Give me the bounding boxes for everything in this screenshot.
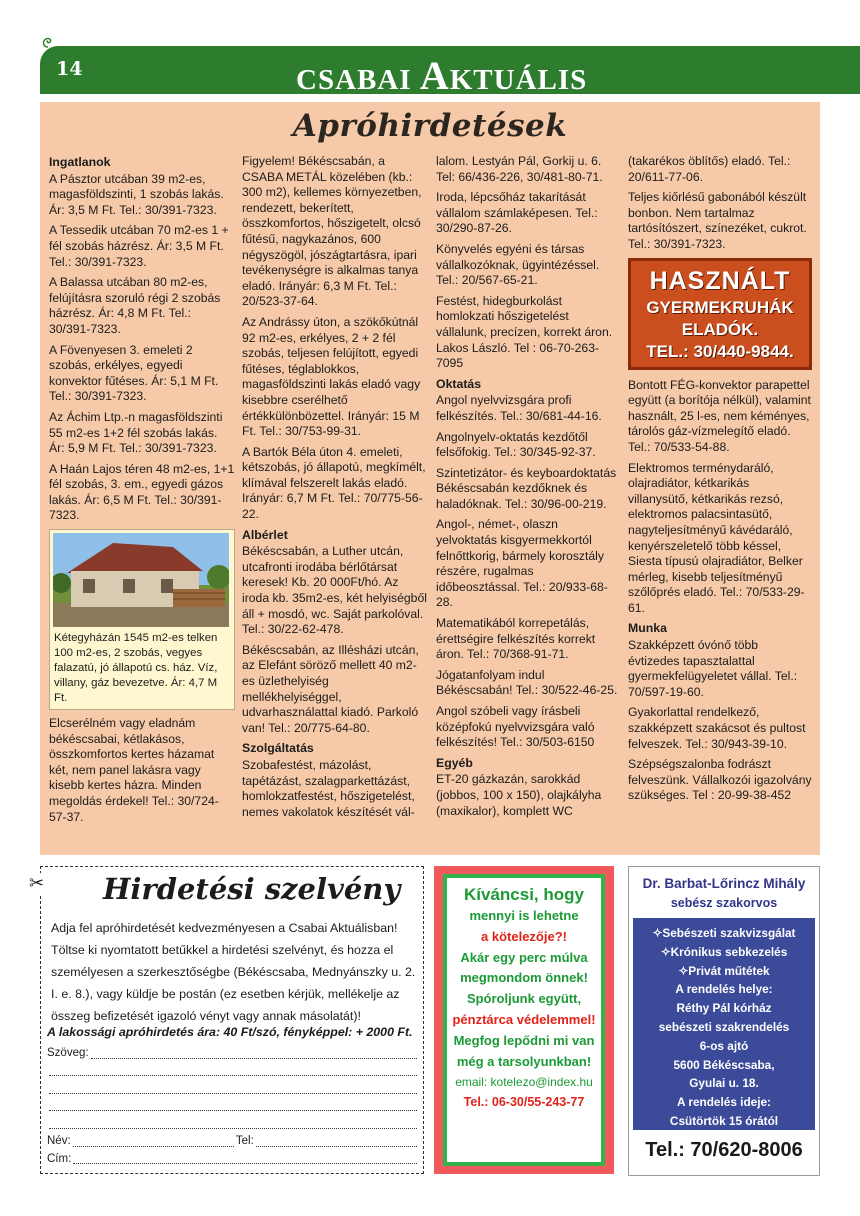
text-field-dots: [49, 1093, 417, 1094]
section-title-ingatlanok: Ingatlanok: [49, 155, 111, 169]
surgeon-ad: [628, 866, 820, 1176]
text-field-label: Szöveg:: [47, 1047, 89, 1059]
service-item: ✧Privát műtétek: [678, 963, 770, 978]
service-item: ✧Krónikus sebkezelés: [660, 944, 788, 959]
address-field-line[interactable]: [47, 1151, 419, 1169]
ad-item: Matematikából korrepetálás, érettségire felkészítés korrekt áron. Tel.: 70/368-91-71.: [436, 616, 596, 662]
insurance-ad: [434, 866, 614, 1174]
text-field-dots: [49, 1110, 417, 1111]
ad-item: ET-20 gázkazán, sarokkád (jobbos, 100 x 150), olajkályha (maxikalor), komplett WC: [436, 772, 602, 818]
ad-item: Békéscsabán, az Illésházi utcán, az Elefánt söröző mellett 40 m2-es üzlethelyiség mellékhelyiséggel, udvarhasználattal kiadó. Parkoló van! Tel.: 20/775-64-80.: [242, 642, 419, 735]
ad-item: (takarékos öblítős) eladó. Tel.: 20/611-77-06.: [628, 154, 791, 184]
text-field-line[interactable]: [47, 1045, 419, 1063]
masthead-part-3: KTUÁLIS: [449, 64, 588, 96]
insurance-line: Megfog lepődni mi van: [453, 1032, 595, 1048]
time-value: Csütörtök 15 órától: [669, 1113, 779, 1128]
ad-item: Elcserélném vagy eladnám békéscsabai, kétlakásos, összkomfortos kertes házamat két, nem panel lakásra vagy kisebb kertes házra. Minden megoldás érdekel! Tel.: 30/724-57-37.: [49, 716, 219, 824]
insurance-email: email: kotelezo@index.hu: [455, 1075, 593, 1090]
service-item: ✧Sebészeti szakvizsgálat: [652, 926, 796, 940]
used-childrens-clothes-ad: [628, 258, 812, 370]
text-field-dots: [91, 1058, 417, 1059]
insurance-line: a kötelezője?!: [481, 928, 567, 944]
ad-item: Az Áchim Ltp.-n magasföldszinti 55 m2-es 1+2 fél szobás lakás. Ár: 5,9 M Ft. Tel.: 30/391-7323.: [49, 409, 223, 456]
ad-item: Az Andrássy úton, a szökőkútnál 92 m2-es, erkélyes, 2 + 2 fél szobás, teljesen felújított, egyedi fűtéses, téglablokkos, magasföldszinti lakás eladó vagy kisebbre cserélhető értékkülönbözettel. Irányár: 15 M Ft. Tel.: 30/753-99-31.: [242, 314, 421, 439]
ad-item: A Fövenyesen 3. emeleti 2 szobás, erkélyes, egyedi konvektor fűtéses. Ár: 5,1 M Ft. Tel.: 30/391-7323.: [49, 342, 219, 404]
masthead-part-2: A: [419, 53, 450, 98]
text-field-dots: [49, 1128, 417, 1129]
ad-item: Figyelem! Békéscsabán, a CSABA METÁL közelében (kb.: 300 m2), kellemes környezetben, rendezett, bekerített, összkomfortos, hőszigetelt, olcsó fűtésű, nagykazános, 600 négyszögöl, jószágtartásra, ipari tevékenységre is alkalmas tanya eladó. Irányár: 6,3 M Ft. Tel.: 20/523-37-64.: [242, 154, 422, 309]
ad-item: Békéscsabán, a Luther utcán, utcafronti irodába bérlőtársat keresek! Kb. 20 000Ft/hó. Az iroda kb. 35m2-es, két helyiségből áll + mosdó, wc. Saját parkolóval. Tel.: 30/22-62-478.: [242, 544, 427, 637]
section-title-alberlet: Albérlet: [242, 527, 288, 542]
doctor-phone: Tel.: 70/620-8006: [645, 1139, 803, 1161]
insurance-line: még a tarsolyunkban!: [456, 1053, 592, 1069]
insurance-line: pénztárca védelemmel!: [452, 1011, 596, 1027]
coupon-price-note: A lakossági apróhirdetés ára: 40 Ft/szó, fényképpel: + 2000 Ft.: [47, 1025, 413, 1039]
text-field-line[interactable]: [47, 1080, 419, 1098]
doctor-info-box: [633, 918, 815, 1130]
used-ad-phone: TEL.: 30/440-9844.: [646, 341, 794, 361]
page-number: 14: [56, 58, 83, 80]
ad-item: Jógatanfolyam indul Békéscsabán! Tel.: 30/522-46-25.: [436, 667, 618, 698]
text-field-dots: [49, 1075, 417, 1076]
used-ad-line-3: ELADÓK.: [681, 319, 759, 339]
text-field-line[interactable]: [47, 1115, 419, 1133]
text-field-line[interactable]: [47, 1098, 419, 1116]
insurance-line: Akár egy perc múlva: [460, 949, 588, 965]
ad-item: A Pásztor utcában 39 m2-es, magasföldszinti, 1 szobás lakás. Ár: 3,5 M Ft. Tel.: 30/391-7323.: [49, 171, 224, 217]
ad-item: Angol nyelvvizsgára profi felkészítés. Tel.: 30/681-44-16.: [436, 393, 602, 423]
ad-item: Angol szóbeli vagy írásbeli középfokú nyelvvizsgára való felkészítés! Tel.: 30/503-6150: [436, 704, 595, 750]
ad-item: Szakképzett óvónő több évtizedes tapasztalattal gyermekfelügyeletet vállal. Tel.: 70/597-19-60.: [628, 638, 798, 699]
section-title-egyeb: Egyéb: [436, 755, 473, 770]
section-title-munka: Munka: [628, 621, 667, 636]
ad-item: Szépségszalonba fodrászt felveszünk. Vállalkozói igazolvány szükséges. Tel : 20-99-38-452: [628, 757, 812, 803]
name-field-label: Név:: [47, 1134, 71, 1147]
ads-column-1: [49, 154, 235, 830]
classified-ads-panel: [40, 102, 820, 855]
ad-item: Elektromos terménydaráló, olajradiátor, kétkarikás villanysütő, kétkarikás rezsó, elektromos palacsintasütő, nagyteljesítményű kávédaráló, kenyérszeletelő több késsel, Siesta típusú olajradiátor, Belker mérleg, kisebb teljesítményű szőlőprés eladó. Tel.: 70/533-29-61.: [628, 460, 805, 615]
place-title: A rendelés helye:: [675, 982, 773, 997]
ad-item: Bontott FÉG-konvektor parapettel együtt (a borítója nélkül), valamint használt, 25 l-es, nem kéményes, tárolós gáz-vízmelegítő eladó. Tel.: 70/533-54-88.: [628, 377, 811, 454]
insurance-headline: Kíváncsi, hogy: [464, 885, 584, 904]
used-ad-line-2: GYERMEKRUHÁK: [646, 297, 794, 317]
diamond-bullet-icon: ✧: [678, 963, 689, 978]
text-field-line[interactable]: [47, 1063, 419, 1081]
photo-ad-box: [49, 529, 235, 710]
ad-item: Iroda, lépcsőház takarítását vállalom számlaképesen. Tel.: 30/290-87-26.: [436, 190, 598, 236]
ad-item: Szobafestést, mázolást, tapétázást, szalagparkettázást, homlokzatfestést, hőszigetelést, nemes vakolatok készítését vál-: [242, 757, 415, 819]
photo-ad-caption: Kétegyházán 1545 m2-es telken 100 m2-es, 2 szobás, vegyes falazatú, jó állapotú cs. ház. Víz, villany, gáz bevezetve. Ár: 4,7 M Ft.: [54, 632, 218, 705]
name-field-dots: [73, 1146, 234, 1147]
ads-column-3: [436, 154, 618, 824]
tel-field-dots: [256, 1146, 417, 1147]
diamond-bullet-icon: ✧: [652, 926, 663, 940]
place-line: Réthy Pál kórház: [676, 1001, 772, 1016]
insurance-line: megmondom önnek!: [460, 970, 588, 986]
ad-item: A Haán Lajos téren 48 m2-es, 1+1 fél szobás, 3. em., egyedi gázos lakás. Ár: 6,5 M Ft. Tel.: 30/391-7323.: [49, 461, 235, 523]
ad-item: lalom. Lestyán Pál, Gorkij u. 6. Tel: 66/436-226, 30/481-80-71.: [436, 154, 603, 184]
insurance-line: Spóroljunk együtt,: [466, 991, 582, 1007]
insurance-phone: Tel.: 06-30/55-243-77: [463, 1095, 585, 1110]
place-line: sebészeti szakrendelés: [658, 1019, 790, 1034]
place-line: 6-os ajtó: [699, 1038, 749, 1053]
ad-item: Festést, hidegburkolást homlokzati hőszigetelést vállalunk, precízen, korrekt áron. Lakos László. Tel : 06-70-263-7095: [436, 293, 613, 371]
section-title-oktatas: Oktatás: [436, 376, 482, 391]
ad-item: Gyakorlattal rendelkező, szakképzett szakácsot és pultost felveszek. Tel.: 30/943-39-10.: [628, 705, 806, 751]
insurance-line: mennyi is lehetne: [469, 908, 579, 923]
ad-item: Könyvelés egyéni és társas vállalkozóknak, ügyintézéssel. Tel.: 20/567-65-21.: [436, 241, 600, 288]
address-field-label: Cím:: [47, 1152, 72, 1165]
place-line: 5600 Békéscsaba,: [673, 1057, 775, 1072]
ads-column-2: [242, 154, 428, 825]
ad-item: A Balassa utcában 80 m2-es, felújításra szoruló régi 2 szobás házrész. Ár: 4,8 M Ft. Tel.: 30/391-7323.: [49, 275, 221, 336]
ad-item: Szintetizátor- és keyboardoktatás Békéscsabán kezdőknek és haladóknak. Tel.: 30/96-00-219.: [436, 465, 617, 511]
insurance-ad-inner: [443, 874, 605, 1166]
ads-column-4: [628, 154, 812, 809]
ad-item: Teljes kiőrlésű gabonából készült bonbon. Nem tartalmaz tartósítószert, színezéket, cukrot. Tel.: 30/391-7323.: [628, 190, 807, 251]
name-tel-field-line[interactable]: [47, 1133, 419, 1151]
ad-item: Angol-, német-, olaszn yelvoktatás kisgyermekkortól felnőttkorig, bármely korosztály részére, rugalmas időbeosztással. Tel.: 20/933-68-28.: [436, 517, 608, 610]
diamond-bullet-icon: ✧: [660, 944, 671, 959]
doctor-specialty: sebész szakorvos: [670, 896, 778, 910]
coupon-form-lines: [47, 1045, 419, 1168]
ad-item: A Tessedik utcában 70 m2-es 1 + fél szobás házrész. Ár: 3,5 M Ft. Tel.: 30/391-7323.: [49, 223, 229, 269]
time-title: A rendelés ideje:: [677, 1095, 771, 1110]
scissors-icon: ✂: [29, 873, 45, 893]
coupon-instructions: Adja fel apróhirdetését kedvezményesen a Csabai Aktuálisban! Töltse ki nyomtatott betűkkel a hirdetési szelvényt, és hozza el személyesen a szerkesztőségbe (Békéscsaba, Mednyánszky u. 2. I. e. 8.), vagy küldje be postán (ez esetben kérjük, mellékelje az összeg befizetését igazoló vényt vagy annak másolatát)!: [51, 921, 416, 1023]
house-photo: [53, 533, 229, 627]
ad-item: Angolnyelv-oktatás kezdőtől felsőfokig. Tel.: 30/345-92-37.: [436, 429, 596, 460]
masthead-title: [296, 53, 588, 98]
coupon-title: Hirdetési szelvény: [103, 872, 401, 906]
tel-field-label: Tel:: [235, 1134, 254, 1147]
section-title-szolgaltatas: Szolgáltatás: [242, 741, 314, 756]
ad-item: A Bartók Béla úton 4. emeleti, kétszobás, jó állapotú, megkímélt, klímával felszerelt lakás eladó. Irányár: 6,7 M Ft. Tel.: 70/775-56-22.: [242, 444, 426, 522]
place-line: Gyulai u. 18.: [689, 1076, 759, 1091]
classified-ads-heading: Apróhirdetések: [292, 108, 568, 144]
used-ad-line-1: HASZNÁLT: [649, 266, 791, 295]
doctor-name: Dr. Barbat-Lőrincz Mihály: [642, 876, 806, 891]
ad-coupon-form: [29, 866, 424, 1174]
masthead-part-1: CSABAI: [296, 64, 420, 96]
address-field-dots: [73, 1163, 417, 1164]
